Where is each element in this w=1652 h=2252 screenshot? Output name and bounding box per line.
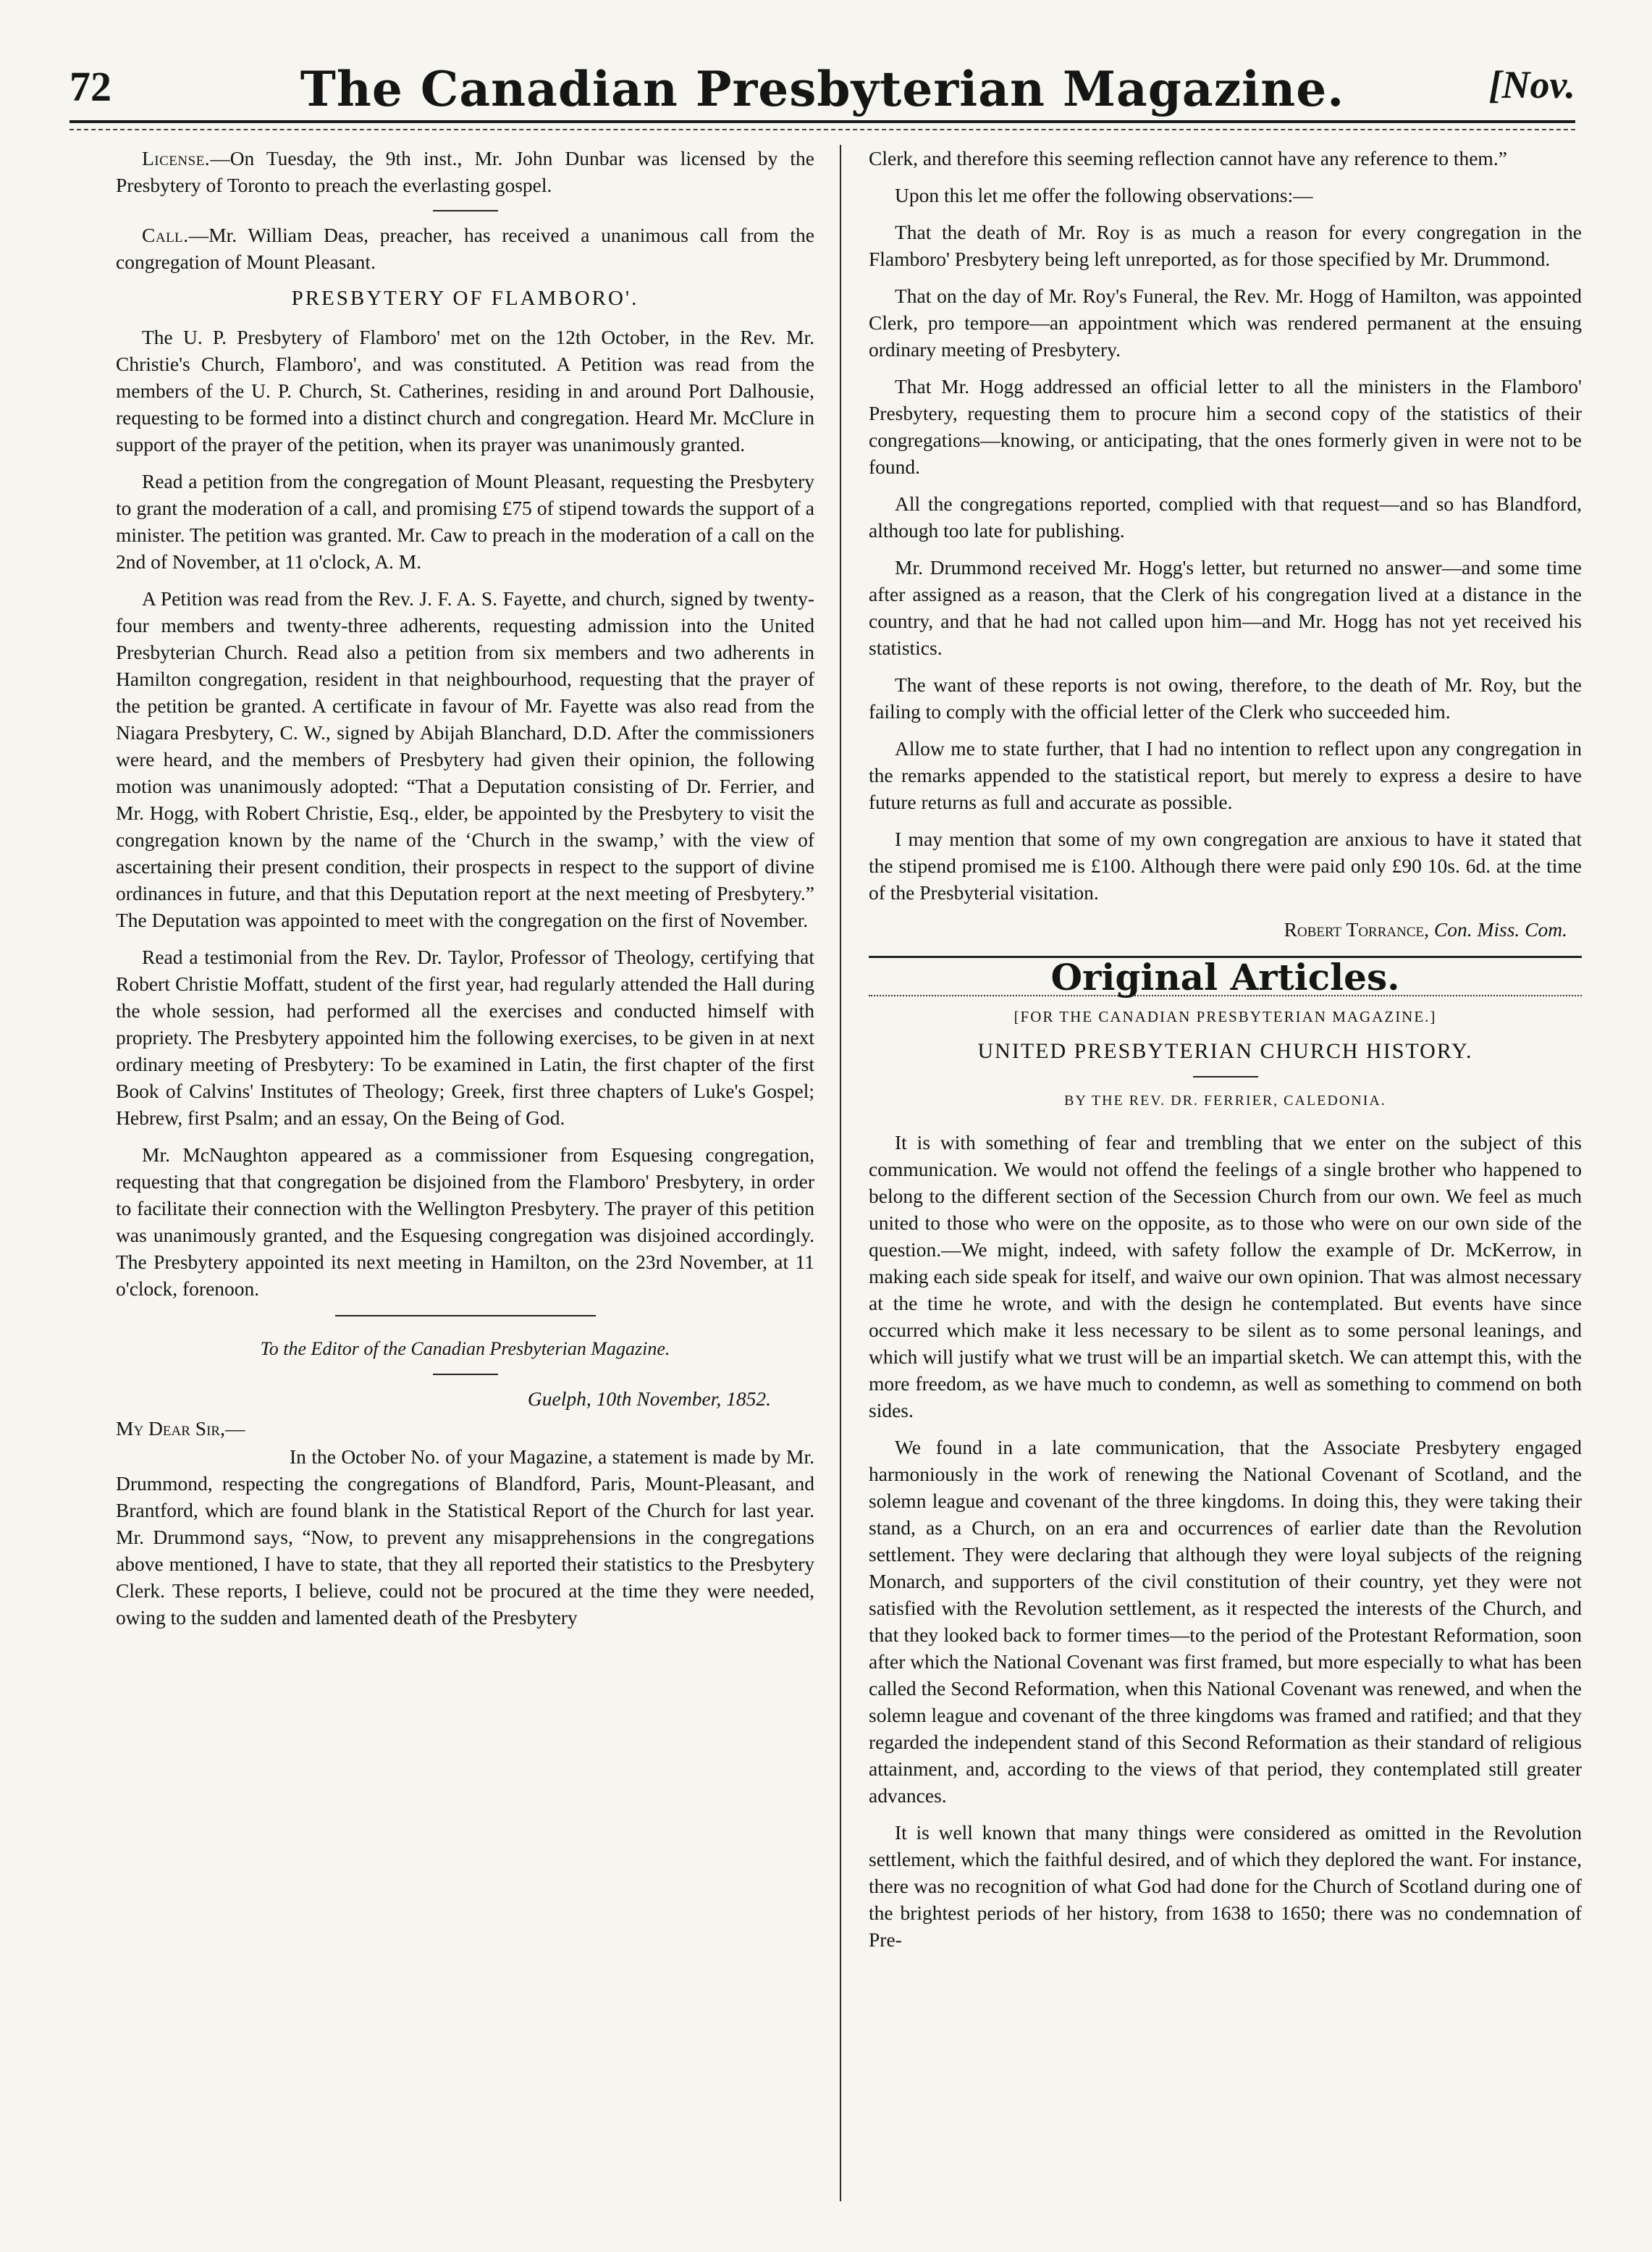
letter-salutation: My Dear Sir,— <box>116 1417 245 1440</box>
observation: Allow me to state further, that I had no intention to reflect upon any congregation in the remarks appended to the statistical report, but merely to express a desire to have future returns as full and accurate as possible. <box>869 737 1582 813</box>
observation: That on the day of Mr. Roy's Funeral, the Rev. Mr. Hogg of Hamilton, was appointed Clerk, pro tempore—an appointment which was rendered permanent at the ensuing ordinary meeting of Presbytery. <box>869 285 1582 361</box>
letter-rule <box>335 1315 596 1316</box>
observation: All the congregations reported, complied with that request—and so has Blandford, although too late for publishing. <box>869 492 1582 542</box>
article-byline: BY THE REV. DR. FERRIER, CALEDONIA. <box>1064 1093 1386 1109</box>
call-label: Call. <box>142 224 189 246</box>
observation: That the death of Mr. Roy is as much a reason for every congregation in the Flamboro' Presbytery being left unreported, as for those specified by Mr. Drummond. <box>869 221 1582 270</box>
notice-rule <box>433 210 498 211</box>
letter-date: Guelph, 10th November, 1852. <box>527 1387 771 1410</box>
observation: Mr. Drummond received Mr. Hogg's letter, but returned no answer—and some time after assigned as a reason, that the Clerk of his congregation lived at a distance in the country, and that he had not called upon him—and Mr. Hogg has not yet received his statistics. <box>869 556 1582 659</box>
license-notice <box>116 145 814 198</box>
license-text: —On Tuesday, the 9th inst., Mr. John Dunbar was licensed by the Presbytery of Toronto to preach the everlasting gospel. <box>116 147 814 196</box>
column-divider <box>840 145 841 2201</box>
letter-signature <box>869 916 1582 943</box>
call-text: —Mr. William Deas, preacher, has received a unanimous call from the congregation of Mount Pleasant. <box>116 224 814 273</box>
presbytery-heading: PRESBYTERY OF FLAMBORO'. <box>291 287 639 310</box>
paragraph: Read a petition from the congregation of Mount Pleasant, requesting the Presbytery to grant the moderation of a call, and promising £75 of stipend towards the support of a minister. The petition was granted. Mr. Caw to preach in the moderation of a call on the 2nd of November, at 11 o'clock, A. M. <box>116 470 814 573</box>
paragraph: The U. P. Presbytery of Flamboro' met on the 12th October, in the Rev. Mr. Christie's Church, Flamboro', and was constituted. A Petition was read from the members of the U. P. Church, St. Catherines, residing in and around Port Dalhousie, requesting to be formed into a distinct church and congregation. Heard Mr. McClure in support of the prayer of the petition, when its prayer was unanimously granted. <box>116 326 814 455</box>
observation: I may mention that some of my own congregation are anxious to have it stated that the stipend promised me is £100. Although there were paid only £90 10s. 6d. at the time of the Presbyterial visitation. <box>869 828 1582 904</box>
observations-intro: Upon this let me offer the following observations:— <box>895 184 1313 206</box>
article-paragraph: We found in a late communication, that the Associate Presbytery engaged harmoniously in the work of renewing the National Covenant of Scotland, and the solemn league and covenant of the three kingdoms. In doing this, they were taking their stand, as a Church, on an era and occurrences of earlier date than the Revolution settlement. They were declaring that although they were loyal subjects of the reigning Monarch, and supporters of the civil constitution of their country, yet they were not satisfied with the Revolution settlement, as it respected the interests of the Church, and that they looked back to former times—to the period of the Protestant Reformation, soon after which the National Covenant was first framed, but more especially to what has been called the Second Reformation, when this National Covenant was renewed, and when the solemn league and covenant of the three kingdoms was framed and ratified; and that they regarded the independent stand of this Second Reformation as their standard of religious attainment, and, according to the views of that period, they contemplated still greater advances. <box>869 1436 1582 1807</box>
license-label: License. <box>142 147 211 169</box>
header-rule-dashed <box>69 129 1575 130</box>
paragraph: A Petition was read from the Rev. J. F. A. S. Fayette, and church, signed by twenty-four members and twenty-three adherents, requesting admission into the United Presbyterian Church. Read also a petition from six members and two adherents in Hamilton congregation, resident in that neighbourhood, requesting that the prayer of the petition be granted. A certificate in favour of Mr. Fayette was also read from the Niagara Presbytery, C. W., signed by Abijah Blanchard, D.D. After the commissioners were heard, and the members of Presbytery had given their opinion, the following motion was unanimously adopted: “That a Deputation consisting of Dr. Ferrier, and Mr. Hogg, with Robert Christie, Esq., elder, be appointed by the Presbytery to visit the congregation known by the name of the ‘Church in the swamp,’ with the view of ascertaining their present condition, their prospects in respect to the support of divine ordinances in future, and that this Deputation report at the next meeting of Presbytery.” The Deputation was appointed to meet with the congregation on the first of November. <box>116 587 814 931</box>
letter-continuation: Clerk, and therefore this seeming reflection cannot have any reference to them.” <box>869 147 1507 169</box>
right-column <box>869 145 1582 2223</box>
call-notice <box>116 222 814 275</box>
letter-short-rule <box>433 1374 498 1375</box>
letter-paragraph: In the October No. of your Magazine, a statement is made by Mr. Drummond, respecting the congregations of Blandford, Paris, Mount-Pleasant, and Brantford, which are found blank in the Statistical Report of the Church for last year. Mr. Drummond says, “Now, to prevent any misapprehensions in the congregations above mentioned, I have to state, that they all reported their statistics to the Presbytery Clerk. These reports, I believe, could not be procured at the time they were needed, owing to the sudden and lamented death of the Presbytery <box>116 1445 814 1629</box>
observation: The want of these reports is not owing, therefore, to the death of Mr. Roy, but the failing to comply with the official letter of the Clerk who succeeded him. <box>869 673 1582 723</box>
signature-name: Robert Torrance, <box>1284 918 1429 941</box>
article-paragraph: It is well known that many things were considered as omitted in the Revolution settlement, which the faithful desired, and of which they deplored the want. For instance, there was no recognition of what God had done for the Church of Scotland during one of the brightest periods of her history, from 1638 to 1650; there was no condemnation of Pre- <box>869 1821 1582 1951</box>
original-articles-title: Original Articles. <box>1050 956 1400 999</box>
signature-title: Con. Miss. Com. <box>1433 918 1567 941</box>
paragraph: Read a testimonial from the Rev. Dr. Taylor, Professor of Theology, certifying that Robert Christie Moffatt, student of the first year, had regularly attended the Hall during the whole session, had performed all the exercises and conducted himself with propriety. The Presbytery appointed him the following exercises, to be given in at next ordinary meeting of Presbytery: To be examined in Latin, the first chapter of the first Book of Calvins' Institutes of Theology; Greek, first three chapters of Luke's Gospel; Hebrew, first Psalm; and an essay, On the Being of God. <box>116 946 814 1129</box>
for-magazine-line: [FOR THE CANADIAN PRESBYTERIAN MAGAZINE.] <box>1013 1008 1437 1025</box>
letter-address: To the Editor of the Canadian Presbyterian Magazine. <box>260 1338 670 1359</box>
header-rule <box>69 120 1575 123</box>
issue-month: [Nov. <box>1488 63 1575 106</box>
observation: That Mr. Hogg addressed an official letter to all the ministers in the Flamboro' Presbytery, requesting them to procure him a second copy of the statistics of their congregations—knowing, or anticipating, that the ones formerly given in were not to be found. <box>869 375 1582 478</box>
page-number: 72 <box>69 63 111 110</box>
magazine-title: The Canadian Presbyterian Magazine. <box>300 61 1345 117</box>
left-column <box>116 145 814 2223</box>
article-title-rule <box>1193 1076 1258 1077</box>
article-title: UNITED PRESBYTERIAN CHURCH HISTORY. <box>977 1039 1473 1063</box>
article-paragraph: It is with something of fear and trembling that we enter on the subject of this communication. We would not offend the feelings of a single brother who happened to belong to the different section of the Secession Church from our own. We feel as much united to those who were on the opposite, as to those who were on our own side of the question.—We might, indeed, with safety follow the example of Dr. McKerrow, in making each side speak for itself, and waive our own opinion. That was almost necessary at the time he wrote, and with the design he contemplated. But events have since occurred which make it less necessary to be silent as to some personal leanings, and which will justify what we trust will be an impartial sketch. We can attempt this, with the more freedom, as we have much to condemn, as well as something to commend on both sides. <box>869 1131 1582 1421</box>
paragraph: Mr. McNaughton appeared as a commissioner from Esquesing congregation, requesting that that congregation be disjoined from the Flamboro' Presbytery, in order to facilitate their connection with the Wellington Presbytery. The prayer of this petition was unanimously granted, and the Esquesing congregation was disjoined accordingly. The Presbytery appointed its next meeting in Hamilton, on the 23rd November, at 11 o'clock, forenoon. <box>116 1143 814 1300</box>
page-header <box>69 62 1575 135</box>
